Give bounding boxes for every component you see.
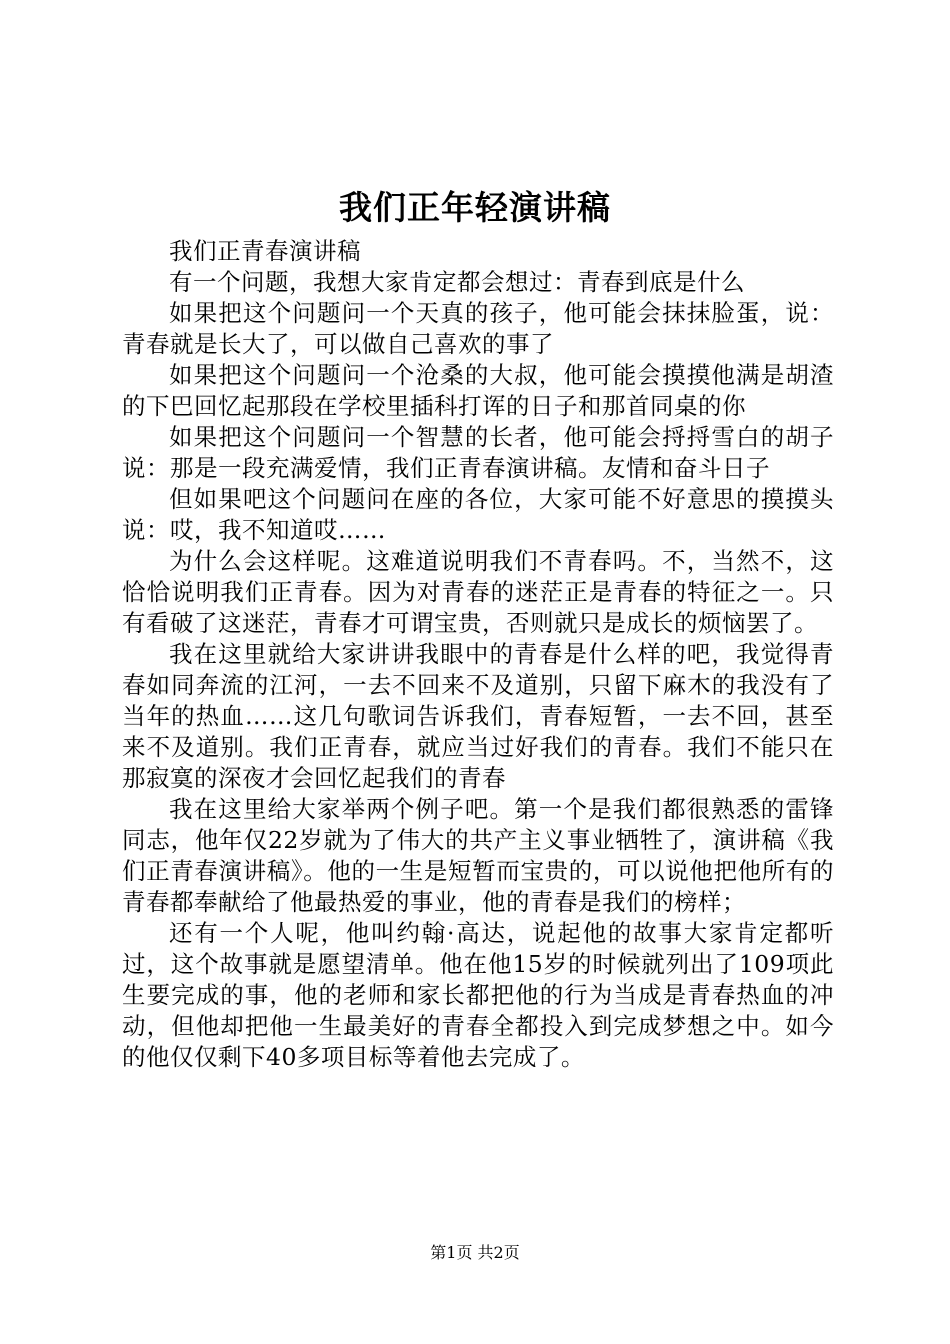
page-number-footer: 第1页 共2页 [430, 1243, 520, 1262]
paragraph: 如果把这个问题问一个智慧的长者，他可能会捋捋雪白的胡子说：那是一段充满爱情，我们正青春演讲稿。友情和奋斗日子 [122, 423, 834, 482]
paragraph: 还有一个人呢，他叫约翰·高达，说起他的故事大家肯定都听过，这个故事就是愿望清单。他在他15岁的时候就列出了109项此生要完成的事，他的老师和家长都把他的行为当成是青春热血的冲动，但他却把他一生最美好的青春全都投入到完成梦想之中。如今的他仅仅剩下40多项目标等着他去完成了。 [122, 919, 834, 1071]
document-body [122, 236, 834, 1073]
paragraph: 有一个问题，我想大家肯定都会想过：青春到底是什么 [169, 268, 745, 296]
paragraph: 如果把这个问题问一个沧桑的大叔，他可能会摸摸他满是胡渣的下巴回忆起那段在学校里插科打诨的日子和那首同桌的你 [122, 361, 834, 420]
paragraph: 我们正青春演讲稿 [169, 237, 361, 265]
paragraph: 为什么会这样呢。这难道说明我们不青春吗。不，当然不，这恰恰说明我们正青春。因为对青春的迷茫正是青春的特征之一。只有看破了这迷茫，青春才可谓宝贵，否则就只是成长的烦恼罢了。 [122, 547, 834, 637]
paragraph: 我在这里就给大家讲讲我眼中的青春是什么样的吧，我觉得青春如同奔流的江河，一去不回来不及道别，只留下麻木的我没有了当年的热血……这几句歌词告诉我们，青春短暂，一去不回，甚至来不及道别。我们正青春，就应当过好我们的青春。我们不能只在那寂寞的深夜才会回忆起我们的青春 [122, 640, 834, 792]
document-title: 我们正年轻演讲稿 [339, 188, 611, 227]
paragraph: 如果把这个问题问一个天真的孩子，他可能会抹抹脸蛋，说：青春就是长大了，可以做自己喜欢的事了 [122, 299, 834, 358]
paragraph: 但如果吧这个问题问在座的各位，大家可能不好意思的摸摸头说：哎，我不知道哎…… [122, 485, 834, 544]
paragraph: 我在这里给大家举两个例子吧。第一个是我们都很熟悉的雷锋同志，他年仅22岁就为了伟大的共产主义事业牺牲了，演讲稿《我们正青春演讲稿》。他的一生是短暂而宝贵的，可以说他把他所有的青春都奉献给了他最热爱的事业，他的青春是我们的榜样； [122, 795, 834, 916]
